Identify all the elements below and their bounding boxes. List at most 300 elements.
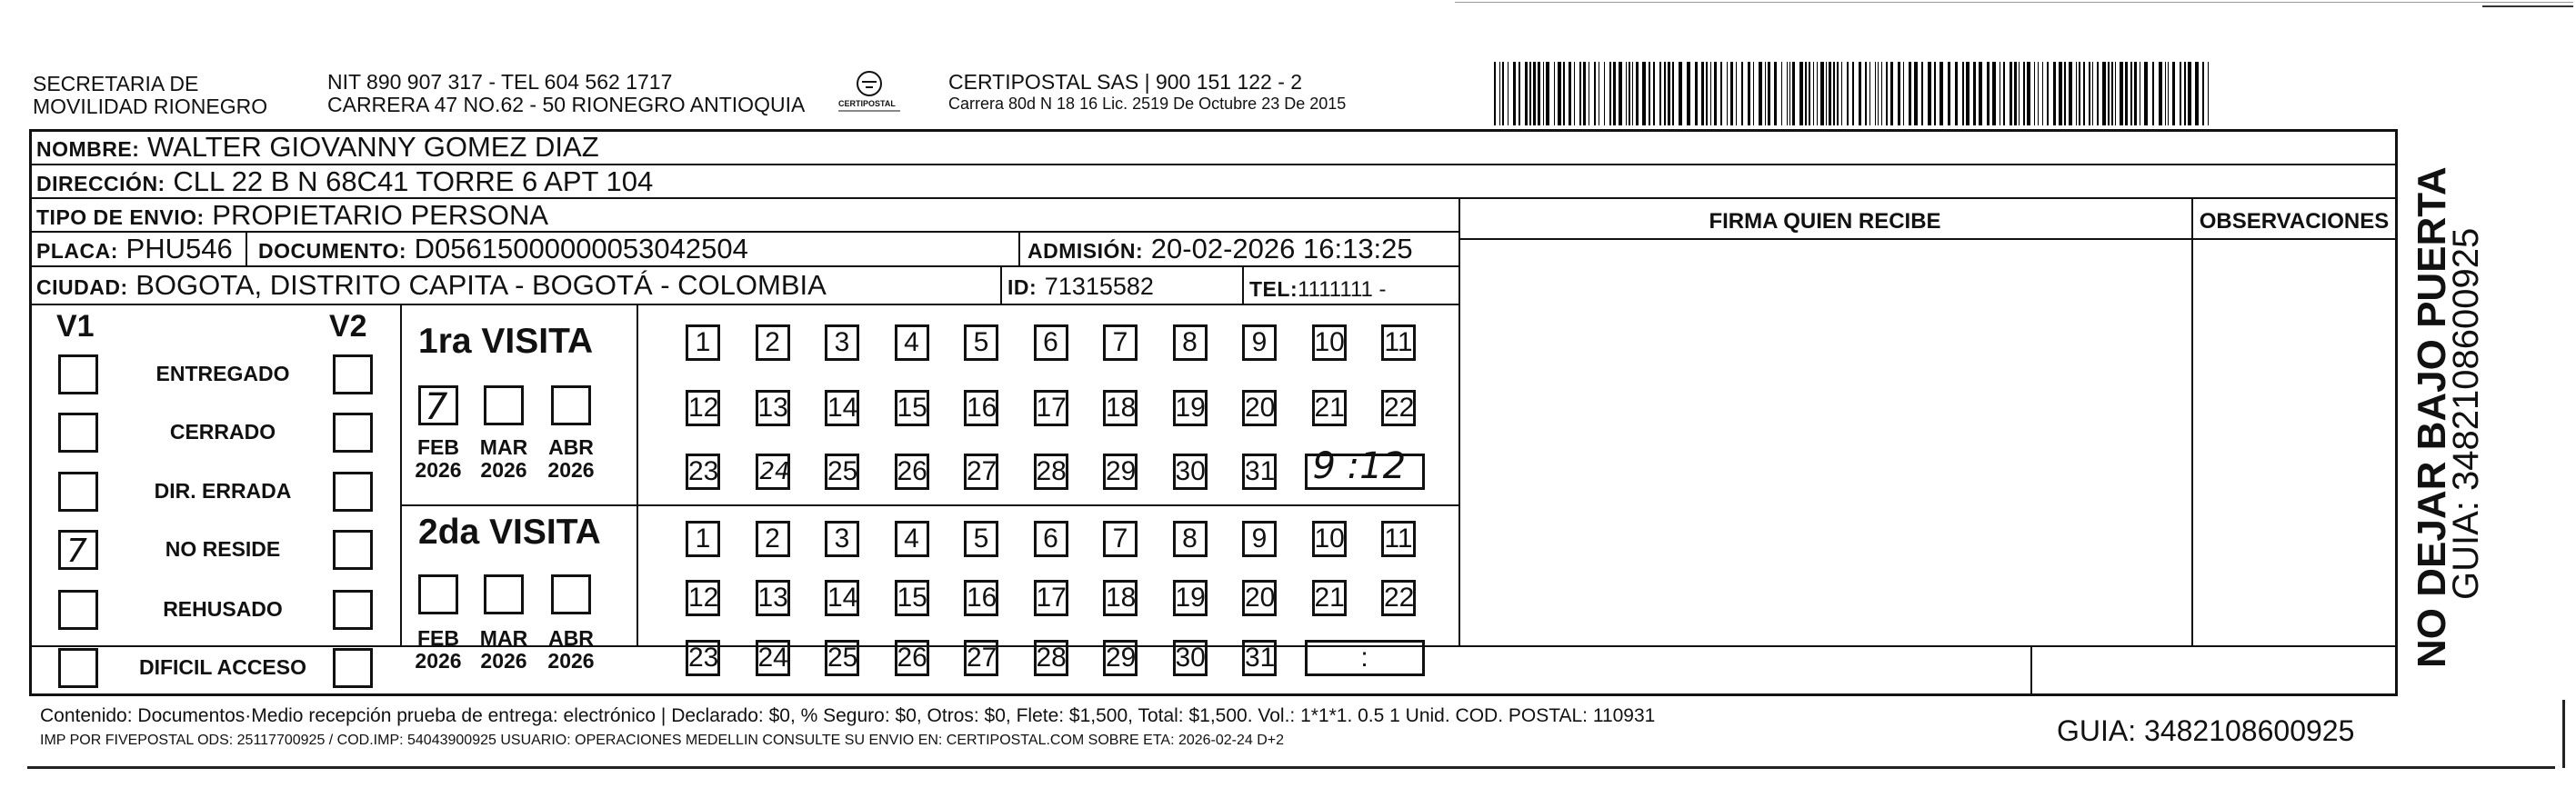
certipostal-logo <box>833 67 906 118</box>
admission-label: ADMISIÓN: <box>1027 239 1144 263</box>
v1-checkbox[interactable] <box>58 530 98 570</box>
visit1-day-box[interactable]: 6 <box>1034 324 1068 361</box>
v2-checkbox[interactable] <box>333 413 373 453</box>
row-divider <box>1458 238 2397 240</box>
barcode-bar <box>1805 62 1807 125</box>
visit2-day-box[interactable]: 6 <box>1034 521 1068 557</box>
visit2-day-box[interactable]: 7 <box>1103 521 1138 557</box>
barcode-bar <box>1701 62 1704 125</box>
barcode-bar <box>1569 62 1571 125</box>
barcode-bar <box>1781 62 1782 125</box>
barcode-bar <box>1710 62 1711 125</box>
barcode-bar <box>2108 62 2110 125</box>
visit1-day-box[interactable]: 26 <box>895 454 929 490</box>
col-divider <box>400 304 402 645</box>
v1-check-mark: 7 <box>66 533 87 570</box>
barcode-bar <box>2027 62 2030 125</box>
barcode-bar <box>1973 62 1976 125</box>
barcode-bar <box>1837 62 1839 125</box>
visit1-day-box[interactable]: 20 <box>1242 390 1277 426</box>
id-label: ID: <box>1007 275 1037 299</box>
barcode-bar <box>1558 62 1561 125</box>
barcode-bar <box>1869 62 1870 125</box>
visit1-month-year: 2026 <box>547 458 595 482</box>
side-warning: NO DEJAR BAJO PUERTA <box>2410 166 2454 668</box>
barcode-bar <box>2076 62 2077 125</box>
barcode-bar <box>2130 62 2132 125</box>
plate-value: PHU546 <box>125 233 233 264</box>
visit2-day-box[interactable]: 27 <box>964 640 998 676</box>
barcode-bar <box>2034 62 2035 125</box>
visit1-day-box[interactable]: 30 <box>1173 454 1208 490</box>
visit2-day-box[interactable]: 17 <box>1034 580 1068 616</box>
scan-edge-line <box>1455 2 2573 3</box>
visit1-month-name: FEB <box>417 435 459 459</box>
visit1-month-name: MAR <box>479 435 528 459</box>
id-cell <box>1007 270 1154 303</box>
logo-icon <box>833 67 906 118</box>
row-divider <box>400 504 1458 506</box>
visit1-day-box[interactable]: 11 <box>1381 324 1416 361</box>
barcode-bar <box>2019 62 2020 125</box>
visit1-day-box[interactable]: 1 <box>686 324 720 361</box>
barcode-bar <box>1852 62 1854 125</box>
visit2-day-box[interactable]: 24 <box>756 640 790 676</box>
barcode-bar <box>1604 62 1605 125</box>
visit1-day-box[interactable]: 16 <box>964 390 998 426</box>
barcode-bar <box>1632 62 1633 125</box>
v2-header: V2 <box>329 309 367 344</box>
barcode-bar <box>1626 62 1627 125</box>
col-divider <box>1018 231 1020 265</box>
col-divider <box>1242 265 1244 304</box>
barcode-bar <box>1817 62 1818 125</box>
visit2-day-box[interactable]: 5 <box>964 521 998 557</box>
barcode-bar <box>1494 62 1496 125</box>
barcode-bar <box>2083 62 2085 125</box>
visit1-day-box[interactable] <box>756 454 790 490</box>
visit1-title: 1ra VISITA <box>418 322 594 361</box>
barcode-bar <box>2159 62 2162 125</box>
visit1-day-box[interactable]: 21 <box>1312 390 1347 426</box>
barcode-bar <box>1679 62 1682 125</box>
footer-divider <box>31 645 2397 647</box>
scan-edge-line <box>27 766 2555 769</box>
barcode-bar <box>1903 62 1904 125</box>
barcode-bar <box>1921 62 1923 125</box>
barcode-bar <box>2092 62 2093 125</box>
barcode-bar <box>1820 62 1824 125</box>
admission-value: 20-02-2026 16:13:25 <box>1150 233 1413 264</box>
barcode-bar <box>1695 62 1698 125</box>
barcode-bar <box>1508 62 1509 125</box>
barcode-bar <box>1914 62 1918 125</box>
visit2-day-box[interactable]: 14 <box>825 580 859 616</box>
visit2-day-box[interactable]: 29 <box>1103 640 1138 676</box>
content-line: Contenido: Documentos·Medio recepción prueba de entrega: electrónico | Declarado: $0, % Seguro: $0, Otros: $0, Flete: $1,500, Total: $1,500. Vol.: 1*1*1. 0.5 1 Unid. COD. POSTAL: 110931 <box>40 705 1656 726</box>
barcode-bar <box>1574 62 1575 125</box>
barcode-bar <box>2111 62 2113 125</box>
barcode-bar <box>1727 62 1728 125</box>
plate-cell <box>36 234 233 266</box>
barcode-bar <box>1502 62 1504 125</box>
company-info <box>948 71 1346 114</box>
barcode-bar <box>1890 62 1893 125</box>
visit2-day-box[interactable]: 3 <box>825 521 859 557</box>
visit1-day-box[interactable]: 8 <box>1173 324 1208 361</box>
signature-header: FIRMA QUIEN RECIBE <box>1709 209 1941 234</box>
barcode-bar <box>1529 62 1531 125</box>
tel-cell <box>1249 272 1387 305</box>
v2-checkbox[interactable] <box>333 590 373 630</box>
visit2-day-box[interactable]: 1 <box>686 521 720 557</box>
barcode-bar <box>1979 62 1982 125</box>
barcode <box>1494 62 2221 125</box>
barcode-bar <box>1992 62 1996 125</box>
col-divider <box>2030 645 2032 696</box>
barcode-bar <box>2089 62 2090 125</box>
barcode-bar <box>1533 62 1536 125</box>
v1-checkbox[interactable] <box>58 472 98 512</box>
barcode-bar <box>2144 62 2148 125</box>
col-divider <box>2191 197 2193 645</box>
barcode-bar <box>1934 62 1936 125</box>
v1-checkbox[interactable] <box>58 354 98 394</box>
visit2-day-box[interactable]: 2 <box>756 521 790 557</box>
visit1-month-checkbox[interactable] <box>551 385 591 425</box>
admission-cell <box>1027 234 1413 266</box>
visit1-day-box[interactable]: 10 <box>1312 324 1347 361</box>
barcode-bar <box>1774 62 1777 125</box>
barcode-bar <box>1636 62 1639 125</box>
barcode-bar <box>1579 62 1581 125</box>
col-divider <box>1000 265 1002 304</box>
barcode-bar <box>2047 62 2049 125</box>
visit2-day-box[interactable]: 13 <box>756 580 790 616</box>
document-cell <box>258 234 748 266</box>
visit1-day-box[interactable]: 22 <box>1381 390 1416 426</box>
visit2-day-box[interactable]: 25 <box>825 640 859 676</box>
visit2-day-box[interactable]: 22 <box>1381 580 1416 616</box>
visit2-month-year: 2026 <box>480 649 527 673</box>
v2-checkbox[interactable] <box>333 354 373 394</box>
visit1-day-box[interactable]: 5 <box>964 324 998 361</box>
visit2-day-box[interactable]: 19 <box>1173 580 1208 616</box>
company-line: CERTIPOSTAL SAS | 900 151 122 - 2 <box>948 70 1303 94</box>
barcode-bar <box>2184 62 2186 125</box>
id-value: 71315582 <box>1044 273 1154 300</box>
barcode-bar <box>1554 62 1555 125</box>
barcode-bar <box>1859 62 1861 125</box>
visit1-month-name: ABR <box>548 435 594 459</box>
barcode-bar <box>1909 62 1911 125</box>
barcode-bar <box>1525 62 1528 125</box>
barcode-bar <box>1687 62 1690 125</box>
barcode-bar <box>2202 62 2204 125</box>
barcode-bar <box>1833 62 1835 125</box>
barcode-bar <box>1748 62 1750 125</box>
barcode-bar <box>1829 62 1831 125</box>
barcode-bar <box>1741 62 1743 125</box>
col-divider <box>1458 197 1460 645</box>
barcode-bar <box>2188 62 2191 125</box>
barcode-bar <box>1609 62 1611 125</box>
visit1-day-box[interactable]: 13 <box>756 390 790 426</box>
visit2-day-box[interactable]: 30 <box>1173 640 1208 676</box>
barcode-bar <box>2115 62 2116 125</box>
col-divider <box>636 304 638 645</box>
org-contact <box>327 71 805 116</box>
visit2-month-name: FEB <box>417 626 459 650</box>
org-line1: SECRETARIA DE <box>33 72 199 95</box>
visit1-day-box[interactable]: 17 <box>1034 390 1068 426</box>
barcode-bar <box>1875 62 1876 125</box>
barcode-bar <box>1881 62 1882 125</box>
visit2-month-name: MAR <box>479 626 528 650</box>
barcode-bar <box>1563 62 1565 125</box>
barcode-bar <box>2172 62 2175 125</box>
visit2-month-year: 2026 <box>547 649 595 673</box>
barcode-bar <box>1813 62 1814 125</box>
barcode-bar <box>1659 62 1661 125</box>
barcode-bar <box>1753 62 1754 125</box>
barcode-bar <box>1966 62 1970 125</box>
type-label: TIPO DE ENVIO: <box>36 205 205 229</box>
barcode-bar <box>1799 62 1803 125</box>
barcode-bar <box>1543 62 1544 125</box>
barcode-bar <box>2010 62 2012 125</box>
barcode-bar <box>2064 62 2066 125</box>
visit1-day-box[interactable]: 23 <box>686 454 720 490</box>
barcode-bar <box>1649 62 1650 125</box>
scan-edge-line <box>2482 5 2573 7</box>
visit2-month-checkbox[interactable] <box>418 574 458 614</box>
v1-checkbox[interactable] <box>58 590 98 630</box>
v2-checkbox[interactable] <box>333 530 373 570</box>
visit2-day-box[interactable]: 26 <box>895 640 929 676</box>
type-row <box>36 200 548 233</box>
barcode-bar <box>1619 62 1622 125</box>
status-label: NO RESIDE <box>165 537 281 561</box>
observations-header: OBSERVACIONES <box>2199 209 2390 234</box>
visit2-day-box[interactable]: 12 <box>686 580 720 616</box>
visit2-day-box[interactable]: 31 <box>1242 640 1277 676</box>
visit1-day-box[interactable]: 14 <box>825 390 859 426</box>
visit1-month-mark: 7 <box>425 386 448 428</box>
visit1-day-box[interactable]: 2 <box>756 324 790 361</box>
visit1-day-box[interactable]: 28 <box>1034 454 1068 490</box>
barcode-bar <box>1962 62 1964 125</box>
barcode-bar <box>1642 62 1646 125</box>
v1-checkbox[interactable] <box>58 413 98 453</box>
barcode-bar <box>1653 62 1655 125</box>
barcode-bar <box>1613 62 1616 125</box>
barcode-bar <box>1878 62 1879 125</box>
org-name <box>33 73 267 118</box>
visit1-day-box[interactable]: 3 <box>825 324 859 361</box>
visit2-day-box[interactable]: 9 <box>1242 521 1277 557</box>
visit2-day-box[interactable]: 23 <box>686 640 720 676</box>
visit1-day-box[interactable]: 9 <box>1242 324 1277 361</box>
logo-text: CERTIPOSTAL <box>838 99 896 108</box>
v1-checkbox[interactable] <box>58 648 98 688</box>
barcode-bar <box>1513 62 1516 125</box>
barcode-bar <box>1787 62 1788 125</box>
address-line: CARRERA 47 NO.62 - 50 RIONEGRO ANTIOQUIA <box>327 93 806 116</box>
barcode-bar <box>1759 62 1762 125</box>
barcode-bar <box>1898 62 1900 125</box>
barcode-bar <box>2053 62 2056 125</box>
row-divider <box>31 304 1458 305</box>
visit1-day-box[interactable]: 18 <box>1103 390 1138 426</box>
barcode-bar <box>2079 62 2080 125</box>
barcode-bar <box>1672 62 1674 125</box>
v2-checkbox[interactable] <box>333 472 373 512</box>
barcode-bar <box>2152 62 2154 125</box>
city-label: CIUDAD: <box>36 275 128 299</box>
status-label: CERRADO <box>169 420 276 444</box>
visit2-day-box[interactable]: 28 <box>1034 640 1068 676</box>
footer-guia: GUIA: 3482108600925 <box>2057 714 2355 747</box>
visit1-day-box[interactable]: 25 <box>825 454 859 490</box>
barcode-bar <box>1940 62 1943 125</box>
col-divider <box>246 231 247 265</box>
barcode-bar <box>1765 62 1766 125</box>
barcode-bar <box>1736 62 1737 125</box>
barcode-bar <box>2042 62 2043 125</box>
status-label: REHUSADO <box>163 597 283 621</box>
barcode-bar <box>1826 62 1827 125</box>
barcode-bar <box>1768 62 1770 125</box>
visit2-day-box[interactable]: 20 <box>1242 580 1277 616</box>
name-label: NOMBRE: <box>36 137 140 161</box>
status-label: ENTREGADO <box>155 362 290 385</box>
plate-label: PLACA: <box>36 239 118 263</box>
barcode-bar <box>2003 62 2005 125</box>
barcode-bar <box>1583 62 1586 125</box>
visit1-day-box[interactable]: 27 <box>964 454 998 490</box>
barcode-bar <box>1519 62 1520 125</box>
tel-value: 1111111 - <box>1298 277 1387 302</box>
visit2-day-box[interactable]: 10 <box>1312 521 1347 557</box>
barcode-bar <box>1720 62 1722 125</box>
v1-header: V1 <box>56 309 95 344</box>
barcode-bar <box>1841 62 1842 125</box>
barcode-bar <box>2168 62 2169 125</box>
visit2-day-box[interactable]: 15 <box>895 580 929 616</box>
visit2-month-checkbox[interactable] <box>484 574 524 614</box>
barcode-bar <box>2102 62 2106 125</box>
document-value: D05615000000053042504 <box>414 233 748 264</box>
barcode-bar <box>1789 62 1790 125</box>
visit1-day-box[interactable]: 4 <box>895 324 929 361</box>
visit1-month-checkbox[interactable] <box>418 385 458 428</box>
barcode-bar <box>2180 62 2181 125</box>
status-label: DIFICIL ACCESO <box>138 655 306 679</box>
address-label: DIRECCIÓN: <box>36 172 165 195</box>
barcode-bar <box>2208 62 2209 125</box>
name-value: WALTER GIOVANNY GOMEZ DIAZ <box>147 131 599 163</box>
visit2-month-name: ABR <box>548 626 594 650</box>
barcode-bar <box>1594 62 1596 125</box>
visit2-day-box[interactable]: 8 <box>1173 521 1208 557</box>
barcode-bar <box>2134 62 2137 125</box>
barcode-bar <box>2097 62 2099 125</box>
visit1-day-box[interactable]: 12 <box>686 390 720 426</box>
visit2-title: 2da VISITA <box>418 513 601 552</box>
barcode-bar <box>2125 62 2128 125</box>
barcode-bar <box>1792 62 1795 125</box>
visit1-day-box[interactable]: 29 <box>1103 454 1138 490</box>
city-value: BOGOTA, DISTRITO CAPITA - BOGOTÁ - COLOMBIA <box>135 269 827 301</box>
visit1-day-box[interactable]: 7 <box>1103 324 1138 361</box>
barcode-bar <box>2195 62 2199 125</box>
type-value: PROPIETARIO PERSONA <box>212 199 549 231</box>
barcode-bar <box>2120 62 2123 125</box>
time-separator: : <box>1360 643 1368 673</box>
visit2-day-box[interactable]: 11 <box>1381 521 1416 557</box>
visit1-month-year: 2026 <box>480 458 527 482</box>
license-line: Carrera 80d N 18 16 Lic. 2519 De Octubre 23 De 2015 <box>948 95 1347 113</box>
visit1-time-box[interactable] <box>1305 445 1425 490</box>
visit1-day-box[interactable]: 15 <box>895 390 929 426</box>
scan-edge-line <box>2562 700 2565 768</box>
city-cell <box>36 270 827 303</box>
visit2-day-box[interactable]: 18 <box>1103 580 1138 616</box>
tel-label: TEL: <box>1249 277 1298 301</box>
barcode-bar <box>2165 62 2166 125</box>
visit2-month-checkbox[interactable] <box>551 574 591 614</box>
barcode-bar <box>1499 62 1500 125</box>
handwritten-day: 24 <box>759 458 790 485</box>
barcode-bar <box>1987 62 1990 125</box>
visit2-month-year: 2026 <box>415 649 462 673</box>
barcode-bar <box>2023 62 2025 125</box>
visit2-time-box[interactable] <box>1305 640 1425 676</box>
barcode-bar <box>1955 62 1958 125</box>
barcode-bar <box>1865 62 1867 125</box>
barcode-bar <box>1886 62 1888 125</box>
visit2-day-box[interactable]: 21 <box>1312 580 1347 616</box>
visit2-day-box[interactable]: 4 <box>895 521 929 557</box>
barcode-bar <box>2014 62 2017 125</box>
barcode-bar <box>1668 62 1670 125</box>
visit1-day-box[interactable]: 19 <box>1173 390 1208 426</box>
handwritten-time: 9 :12 <box>1312 445 1407 487</box>
org-line2: MOVILIDAD RIONEGRO <box>33 95 268 118</box>
address-value: CLL 22 B N 68C41 TORRE 6 APT 104 <box>173 165 654 197</box>
barcode-bar <box>1928 62 1931 125</box>
nit-line: NIT 890 907 317 - TEL 604 562 1717 <box>327 70 673 94</box>
visit1-day-box[interactable]: 31 <box>1242 454 1277 490</box>
document-label: DOCUMENTO: <box>258 239 407 263</box>
barcode-bar <box>1730 62 1733 125</box>
side-guia: GUIA: 3482108600925 <box>2446 227 2486 600</box>
v2-checkbox[interactable] <box>333 648 373 688</box>
barcode-bar <box>1714 62 1717 125</box>
visit1-month-checkbox[interactable] <box>484 385 524 425</box>
barcode-bar <box>2038 62 2039 125</box>
barcode-bar <box>1629 62 1630 125</box>
barcode-bar <box>1538 62 1540 125</box>
barcode-bar <box>2069 62 2072 125</box>
imp-line: IMP POR FIVEPOSTAL ODS: 25117700925 / COD.IMP: 54043900925 USUARIO: OPERACIONES MEDELLIN CONSULTE SU ENVIO EN: CERTIPOSTAL.COM SOBRE ETA: 2026-02-24 D+2 <box>40 733 1285 748</box>
visit2-day-box[interactable]: 16 <box>964 580 998 616</box>
barcode-bar <box>1948 62 1950 125</box>
status-label: DIR. ERRADA <box>154 479 292 503</box>
address-row <box>36 166 653 199</box>
name-row <box>36 132 599 165</box>
